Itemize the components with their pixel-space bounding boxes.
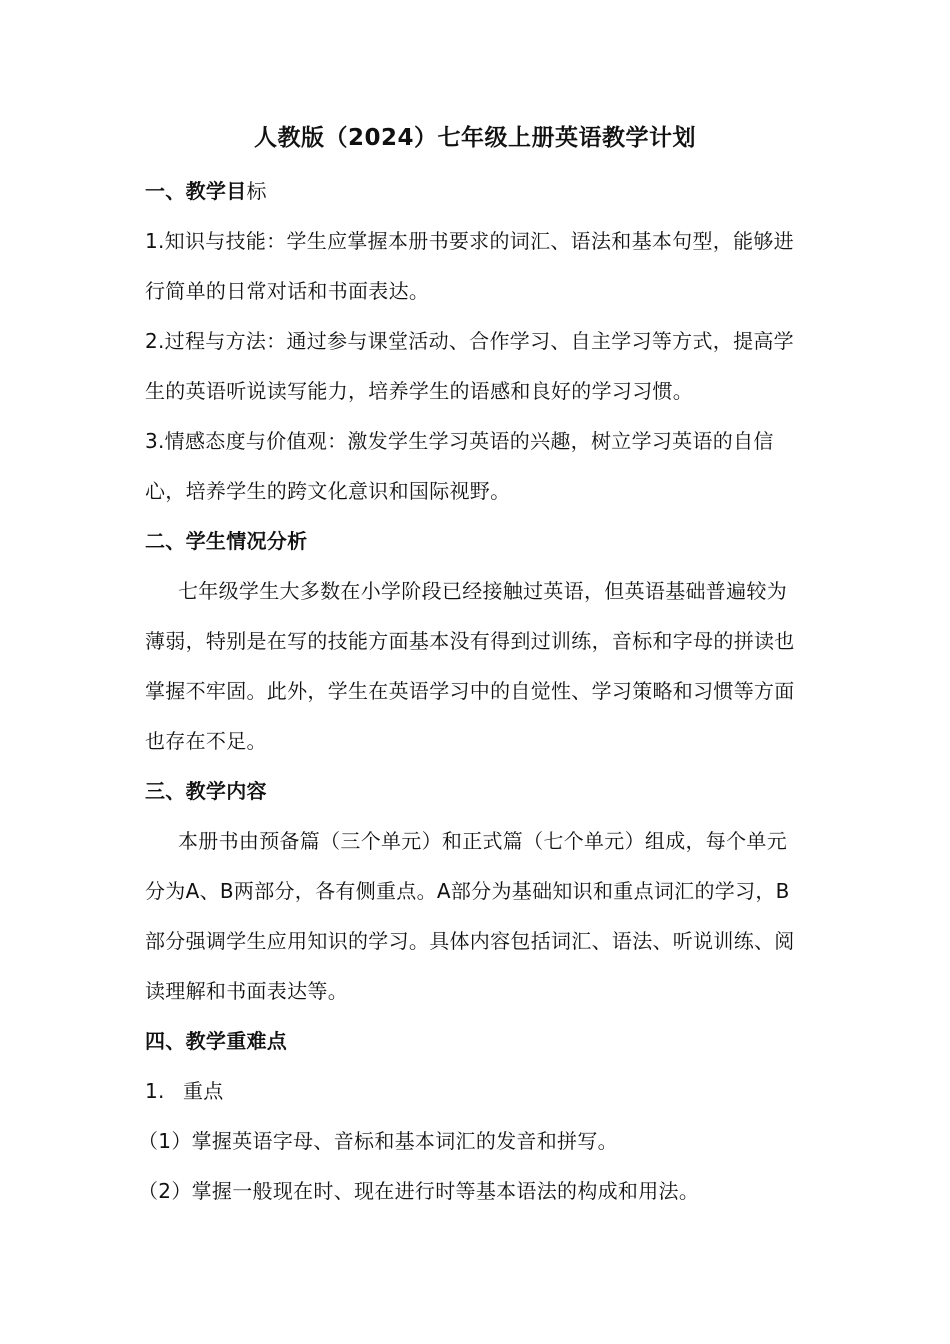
page-title: 人教版（2024）七年级上册英语教学计划 — [253, 125, 696, 151]
objective-attitudes-values: 3.情感态度与价值观：激发学生学习英语的兴趣，树立学习英语的自信心，培养学生的跨文化意识和国际视野。 — [145, 429, 774, 503]
section-heading-objectives-bold: 一、教学目 — [145, 179, 247, 203]
teaching-content-paragraph: 本册书由预备篇（三个单元）和正式篇（七个单元）组成，每个单元分为A、B两部分，各有侧重点。A部分为基础知识和重点词汇的学习，B部分强调学生应用知识的学习。具体内容包括词汇、语法、听说训练、阅读理解和书面表达等。 — [145, 829, 795, 1003]
section-heading-key-difficult-points: 四、教学重难点 — [145, 1029, 288, 1053]
subheading-key-points — [145, 1066, 807, 1116]
objective-process-methods: 2.过程与方法：通过参与课堂活动、合作学习、自主学习等方式，提高学生的英语听说读写能力，培养学生的语感和良好的学习习惯。 — [145, 329, 794, 403]
student-analysis-paragraph: 七年级学生大多数在小学阶段已经接触过英语，但英语基础普遍较为薄弱，特别是在写的技能方面基本没有得到过训练，音标和字母的拼读也掌握不牢固。此外，学生在英语学习中的自觉性、学习策略和习惯等方面也存在不足。 — [145, 579, 795, 753]
subheading-number: 1. — [145, 1079, 165, 1103]
section-heading-student-analysis: 二、学生情况分析 — [145, 529, 308, 553]
subheading-label: 重点 — [183, 1079, 224, 1103]
section-heading-objectives — [145, 166, 807, 216]
objective-knowledge-skills: 1.知识与技能：学生应掌握本册书要求的词汇、语法和基本句型，能够进行简单的日常对话和书面表达。 — [145, 229, 794, 303]
section-heading-teaching-content: 三、教学内容 — [145, 779, 267, 803]
key-point-item: （1）掌握英语字母、音标和基本词汇的发音和拼写。 — [138, 1129, 618, 1153]
key-point-item: （2）掌握一般现在时、现在进行时等基本语法的构成和用法。 — [138, 1179, 700, 1203]
section-heading-objectives-light: 标 — [246, 179, 267, 203]
